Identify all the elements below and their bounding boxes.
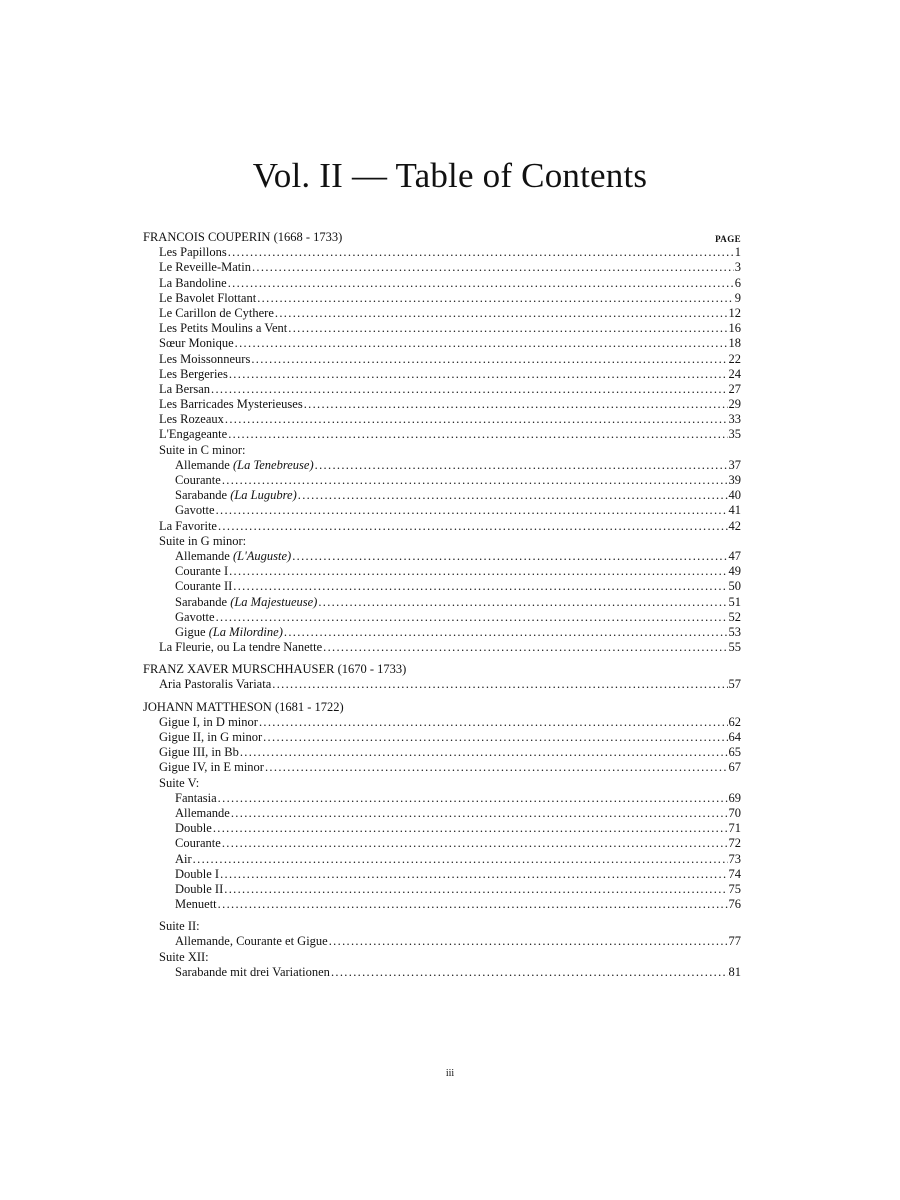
entry-title [159,776,199,791]
entry-title-text: Suite II: [159,919,200,934]
entry-title [159,745,239,760]
toc-entry [143,595,741,610]
toc-entry [143,427,741,442]
toc-entry [143,677,741,692]
toc-section [143,662,741,692]
toc-entry [143,625,741,640]
entry-title-text: Suite in G minor: [159,533,247,548]
entry-title [159,321,287,336]
page-title: Vol. II — Table of Contents [252,156,648,195]
entry-page-number: 33 [728,412,741,427]
entry-title-text: Gavotte [175,503,215,518]
entry-page-number: 57 [728,677,741,692]
dot-leader [233,579,727,594]
entry-title-text: Gigue IV, in E minor [159,760,264,775]
entry-title-text: Allemande, Courante et Gigue [175,934,328,949]
entry-title [159,534,246,549]
dot-leader [252,260,734,275]
dot-leader [229,367,728,382]
entry-title [175,806,230,821]
toc-entry [143,934,741,949]
entry-title-text: Fantasia [175,790,217,805]
entry-title-text: Le Reveille-Matin [159,260,251,275]
entry-title [159,276,227,291]
entry-subtitle: (La Milordine) [208,624,283,639]
entry-title-text: Suite in C minor: [159,442,246,457]
toc-entry [143,579,741,594]
entry-title [159,427,227,442]
entry-page-number: 49 [728,564,741,579]
table-of-contents [143,230,741,980]
entry-title [175,965,330,980]
toc-entry [143,776,741,791]
toc-entry [143,473,741,488]
entry-title [175,503,215,518]
entry-page-number: 72 [728,836,741,851]
entry-title [175,791,217,806]
entry-page-number: 70 [728,805,741,820]
entry-title [175,473,221,488]
toc-entry [143,806,741,821]
toc-entry [143,306,741,321]
entry-title [175,610,215,625]
entry-title-text: Double I [175,866,220,881]
entry-title [159,367,228,382]
toc-entry [143,852,741,867]
entry-title-text: La Favorite [159,518,217,533]
entry-title-text: Gigue II, in G minor [159,730,263,744]
dot-leader [318,595,727,610]
entry-title [159,306,274,321]
entry-title-text: Courante [175,473,221,487]
entry-page-number: 76 [728,897,741,912]
entry-title-text: Aria Pastoralis Variata [159,677,272,692]
dot-leader [228,427,727,442]
entry-title-text: Suite V: [159,775,200,790]
page-number: iii [445,1068,455,1079]
entry-title [159,245,227,260]
entry-title [159,352,250,367]
dot-leader [224,882,727,897]
entry-title [175,867,219,882]
dot-leader [229,564,727,579]
entry-page-number: 37 [728,457,741,472]
toc-entry [143,791,741,806]
entry-page-number: 22 [728,351,741,366]
entry-page-number: 81 [728,964,741,979]
toc-entry [143,291,741,306]
toc-entry [143,336,741,351]
dot-leader [263,730,727,745]
entry-page-number: 41 [728,503,741,518]
entry-title [175,579,232,594]
toc-entry [143,534,741,549]
toc-entry [143,245,741,260]
dot-leader [228,276,734,291]
entry-page-number: 65 [728,745,741,760]
toc-entry [143,965,741,980]
dot-leader [251,352,727,367]
entry-title-text: Suite XII: [159,949,209,964]
entry-title-text: Double II [175,881,224,896]
entry-page-number: 35 [728,427,741,442]
toc-entry [143,412,741,427]
entry-title-text: Les Rozeaux [159,412,224,427]
entry-title [159,715,258,730]
toc-section [143,230,741,655]
entry-title-text: Allemande [175,457,230,472]
toc-entry [143,821,741,836]
toc-entry [143,321,741,336]
dot-leader [265,760,728,775]
dot-leader [259,715,728,730]
toc-entry [143,730,741,745]
entry-title-text: Les Petits Moulins a Vent [159,321,288,336]
dot-leader [225,412,728,427]
toc-entry [143,564,741,579]
toc-entry [143,503,741,518]
dot-leader [315,458,728,473]
entry-title-text: Le Carillon de Cythere [159,305,274,320]
dot-leader [272,677,727,692]
entry-title-text: Gigue III, in Bb [159,745,239,760]
entry-page-number: 3 [734,260,741,275]
entry-title-text: Courante I [175,564,229,579]
entry-page-number: 74 [728,866,741,881]
entry-title [175,836,221,851]
entry-title-text: Allemande [175,805,230,820]
toc-entry [143,760,741,775]
entry-title-text: La Bandoline [159,275,227,290]
entry-title [175,882,223,897]
entry-title [159,919,200,934]
dot-leader [323,640,727,655]
entry-page-number: 1 [734,245,741,260]
entry-subtitle: (La Majestueuse) [230,594,318,609]
toc-entry [143,897,741,912]
dot-leader [257,291,734,306]
dot-leader [218,897,728,912]
composer-name: FRANZ XAVER MURSCHHAUSER (1670 - 1733) [143,662,407,677]
dot-leader [240,745,728,760]
entry-title [159,677,271,692]
entry-title [175,595,317,610]
entry-title-text: Les Bergeries [159,366,228,381]
entry-page-number: 51 [728,594,741,609]
composer-heading [143,662,741,677]
entry-title [159,760,264,775]
entry-title [159,397,303,412]
entry-page-number: 47 [728,548,741,563]
entry-page-number: 64 [728,730,741,744]
toc-entry [143,260,741,275]
entry-title [175,549,291,564]
entry-title-text: La Fleurie, ou La tendre Nanette [159,640,323,655]
dot-leader [216,503,728,518]
entry-title-text: Courante [175,836,221,851]
toc-entry [143,882,741,897]
entry-title [159,412,224,427]
entry-title-text: Courante II [175,579,233,594]
dot-leader [284,625,728,640]
dot-leader [231,806,728,821]
entry-page-number: 6 [734,275,741,290]
composer-name: JOHANN MATTHESON (1681 - 1722) [143,699,344,714]
toc-entry [143,488,741,503]
toc-entry [143,715,741,730]
toc-entry [143,745,741,760]
toc-entry [143,867,741,882]
composer-name: FRANCOIS COUPERIN (1668 - 1733) [143,230,343,244]
entry-title [159,382,210,397]
dot-leader [193,852,728,867]
entry-title [175,897,217,912]
entry-title-text: Le Bavolet Flottant [159,290,257,305]
toc-entry [143,276,741,291]
entry-subtitle: (La Tenebreuse) [232,457,314,472]
entry-title-text: L'Engageante [159,427,228,442]
dot-leader [228,245,734,260]
toc-entry [143,950,741,965]
entry-title [175,488,297,503]
dot-leader [331,965,728,980]
entry-page-number: 67 [728,760,741,775]
entry-title [175,821,212,836]
entry-title-text: Gigue I, in D minor [159,714,258,729]
dot-leader [218,519,728,534]
dot-leader [213,821,728,836]
toc-section [143,700,741,980]
dot-leader [288,321,727,336]
composer-heading [143,700,741,715]
dot-leader [218,791,728,806]
entry-title [175,625,283,640]
toc-entry [143,367,741,382]
entry-title [159,443,245,458]
toc-entry [143,549,741,564]
entry-title-text: Sarabande mit drei Variationen [175,964,330,979]
entry-title-text: Allemande [175,548,230,563]
dot-leader [220,867,727,882]
entry-page-number: 50 [728,579,741,594]
entry-title [159,640,322,655]
dot-leader [235,336,728,351]
entry-page-number: 53 [728,624,741,639]
toc-entry [143,640,741,655]
entry-title [175,852,192,867]
composer-heading [143,230,741,245]
entry-page-number: 24 [728,366,741,381]
dot-leader [222,836,728,851]
entry-title-text: Double [175,821,212,836]
entry-page-number: 77 [728,934,741,949]
entry-title [159,336,234,351]
entry-page-number: 12 [728,305,741,320]
entry-title-text: Les Barricades Mysterieuses [159,397,303,412]
entry-title [159,950,209,965]
dot-leader [275,306,728,321]
dot-leader [292,549,727,564]
entry-page-number: 62 [728,714,741,729]
entry-title [159,730,262,745]
toc-entry [143,382,741,397]
entry-page-number: 27 [728,381,741,396]
entry-page-number: 39 [728,473,741,487]
entry-title [159,260,251,275]
entry-page-number: 42 [728,518,741,533]
entry-page-number: 29 [728,397,741,412]
entry-title-text: Les Papillons [159,245,227,260]
page-column-label: PAGE [715,234,741,244]
entry-page-number: 75 [728,881,741,896]
dot-leader [298,488,728,503]
entry-title-text: La Bersan [159,381,211,396]
entry-title-text: Sœur Monique [159,336,234,351]
entry-title [175,458,314,473]
entry-title-text: Menuett [175,897,217,912]
entry-title-text: Les Moissonneurs [159,351,251,366]
entry-title-text: Sarabande [175,594,228,609]
entry-title-text: Sarabande [175,488,228,503]
dot-leader [216,610,728,625]
toc-entry [143,458,741,473]
entry-title [175,564,228,579]
toc-entry [143,352,741,367]
toc-entry [143,397,741,412]
toc-entry [143,836,741,851]
dot-leader [222,473,728,488]
dot-leader [329,934,728,949]
spacer [143,912,741,919]
toc-entry [143,610,741,625]
entry-title [175,934,328,949]
entry-title [159,519,217,534]
toc-entry [143,919,741,934]
entry-subtitle: (L'Auguste) [232,548,292,563]
entry-title-text: Gigue [175,624,206,639]
entry-title-text: Gavotte [175,609,215,624]
entry-title [159,291,256,306]
entry-page-number: 73 [728,851,741,866]
entry-subtitle: (La Lugubre) [230,488,297,503]
entry-page-number: 69 [728,790,741,805]
entry-page-number: 55 [728,640,741,655]
dot-leader [211,382,727,397]
entry-page-number: 16 [728,321,741,336]
entry-page-number: 71 [728,821,741,836]
entry-page-number: 18 [728,336,741,351]
entry-page-number: 52 [728,609,741,624]
toc-entry [143,519,741,534]
entry-page-number: 9 [734,290,741,305]
entry-page-number: 40 [728,488,741,503]
toc-entry [143,443,741,458]
dot-leader [304,397,728,412]
entry-title-text: Air [175,851,192,866]
